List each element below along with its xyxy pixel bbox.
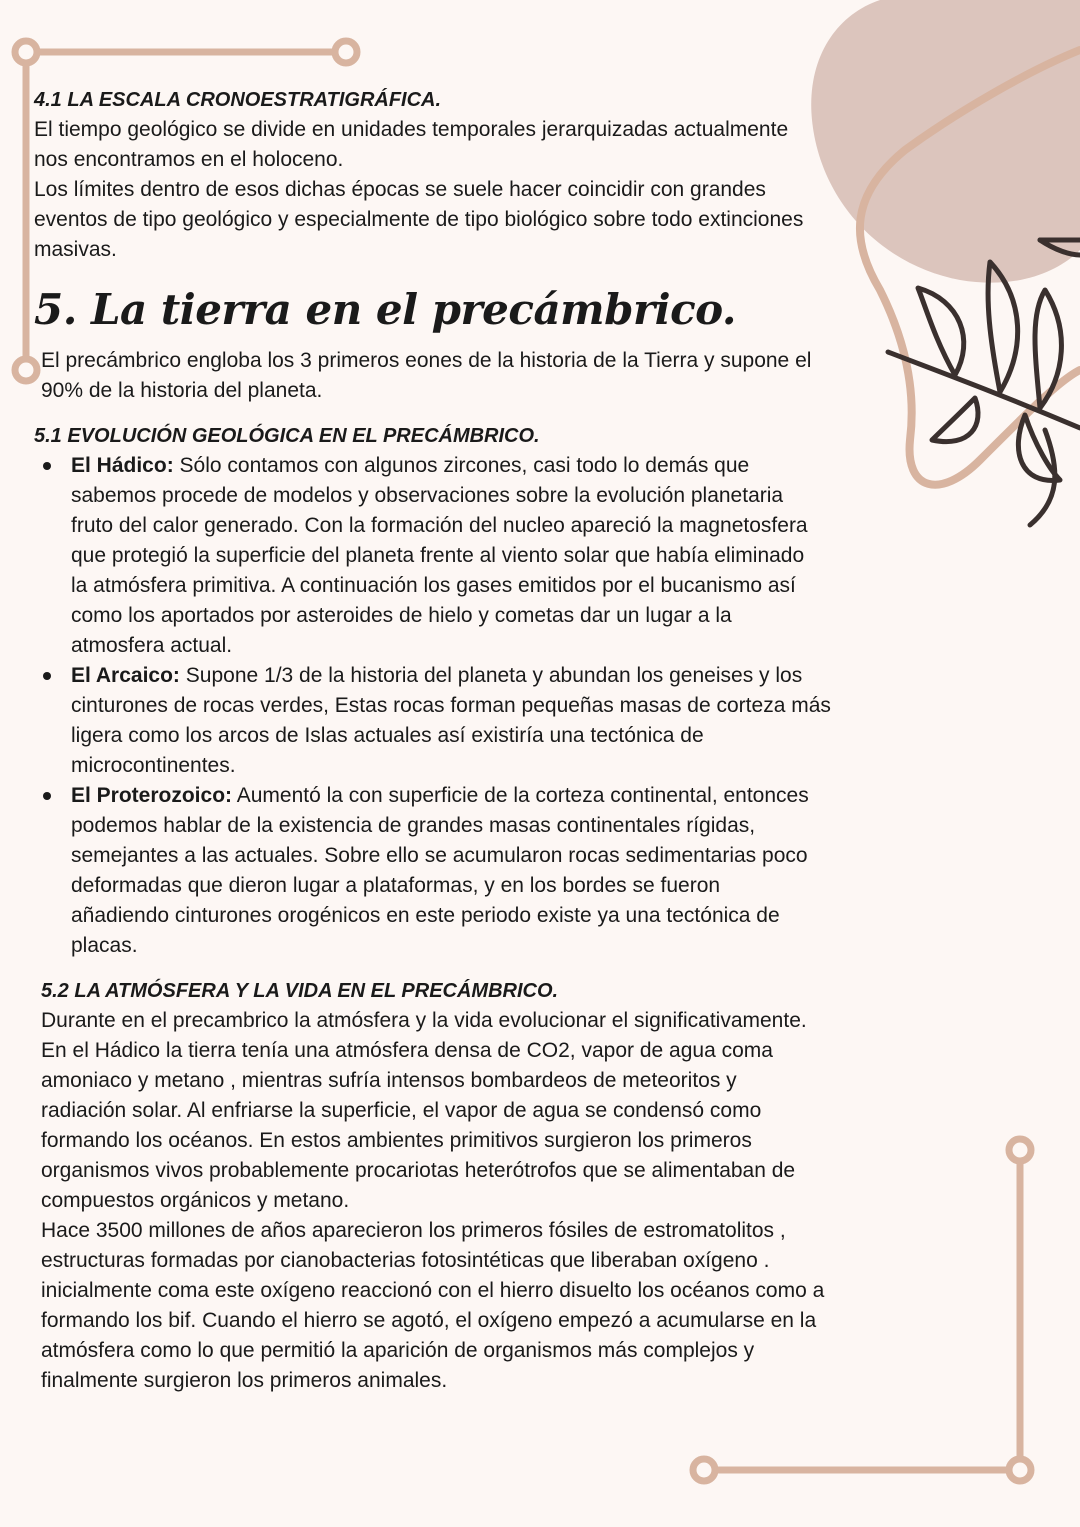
bullet-dot-icon: [43, 792, 51, 800]
section-5-2-line: atmósfera como lo que permitió la aparición de organismos más complejos y: [41, 1339, 755, 1362]
term-arcaico: El Arcaico:: [71, 664, 180, 687]
bullet-text: añadiendo cinturones orogénicos en este periodo existe ya una tectónica de: [71, 904, 780, 927]
section-5-2-line: Durante en el precambrico la atmósfera y la vida evolucionar el significativamente.: [41, 1009, 807, 1032]
bullet-text: la atmósfera primitiva. A continuación los gases emitidos por el bucanismo así: [71, 574, 796, 597]
bullet-text: cinturones de rocas verdes, Estas rocas forman pequeñas masas de corteza más: [71, 694, 831, 717]
section-5-2-line: Hace 3500 millones de años aparecieron los primeros fósiles de estromatolitos ,: [41, 1219, 786, 1242]
bullet-text: Supone 1/3 de la historia del planeta y abundan los geneises y los: [179, 664, 803, 687]
section-5-2-line: estructuras formadas por cianobacterias fotosintéticas que liberaban oxígeno .: [41, 1249, 770, 1272]
section-5-2-line: formando los bif. Cuando el hierro se agotó, el oxígeno empezó a acumularse en la: [41, 1309, 817, 1332]
section-5-line: 90% de la historia del planeta.: [41, 379, 323, 402]
list-item-proterozoico: [34, 781, 831, 961]
bullet-dot-icon: [43, 462, 51, 470]
bullet-dot-icon: [43, 672, 51, 680]
section-5-2-line: inicialmente coma este oxígeno reaccionó con el hierro disuelto los océanos como a: [41, 1279, 825, 1302]
section-5-1-title: 5.1 EVOLUCIÓN GEOLÓGICA EN EL PRECÁMBRICO.: [34, 425, 540, 447]
bullet-text: como los aportados por asteroides de hielo y cometas dar un lugar a la: [71, 604, 732, 627]
list-item-arcaico: [34, 661, 831, 781]
section-5-2-line: formando los océanos. En estos ambientes primitivos surgieron los primeros: [41, 1129, 752, 1152]
section-5-heading: 5. La tierra en el precámbrico.: [34, 285, 737, 334]
bullet-text: Sólo contamos con algunos zircones, casi todo lo demás que: [179, 454, 750, 477]
section-4-1-title: 4.1 LA ESCALA CRONOESTRATIGRÁFICA.: [34, 89, 442, 111]
bullet-text: fruto del calor generado. Con la formación del nucleo apareció la magnetosfera: [71, 514, 808, 537]
section-5-2-line: radiación solar. Al enfriarse la superficie, el vapor de agua se condensó como: [41, 1099, 762, 1122]
bullet-text: deformadas que dieron lugar a plataformas, y en los bordes se fueron: [71, 874, 721, 897]
term-hadico: El Hádico:: [71, 454, 180, 477]
term-proterozoico: El Proterozoico:: [71, 784, 233, 807]
bullet-text: atmosfera actual.: [71, 634, 233, 657]
section-4-1-line: Los límites dentro de esos dichas épocas se suele hacer coincidir con grandes: [34, 178, 766, 201]
list-item-hadico: [34, 451, 831, 661]
bullet-text: Aumentó la con superficie de la corteza continental, entonces: [232, 784, 809, 807]
bullet-text: podemos hablar de la existencia de grandes masas continentales rígidas,: [71, 814, 756, 837]
section-5-2-line: En el Hádico la tierra tenía una atmósfera densa de CO2, vapor de agua coma: [41, 1039, 773, 1062]
section-5-line: El precámbrico engloba los 3 primeros eones de la historia de la Tierra y supone el: [41, 349, 812, 372]
curvy-line-shape: [860, 50, 1080, 485]
section-4-1-line: nos encontramos en el holoceno.: [34, 148, 344, 171]
section-5-2-line: finalmente surgieron los primeros animales.: [41, 1369, 448, 1392]
bullet-text: que protegió la superficie del planeta frente al viento solar que había eliminado: [71, 544, 805, 567]
geology-eon-list: [34, 451, 831, 961]
bullet-text: ligera como los arcos de Islas actuales así existiría una tectónica de: [71, 724, 704, 747]
pink-blob-shape: [811, 0, 1080, 283]
section-4-1-line: El tiempo geológico se divide en unidades temporales jerarquizadas actualmente: [34, 118, 789, 141]
section-5-2-line: organismos vivos probablemente procariotas heterótrofos que se alimentaban de: [41, 1159, 796, 1182]
section-5-2-title: 5.2 LA ATMÓSFERA Y LA VIDA EN EL PRECÁMBRICO.: [41, 980, 559, 1002]
section-5-2-line: compuestos orgánicos y metano.: [41, 1189, 350, 1212]
bullet-text: semejantes a las actuales. Sobre ello se acumularon rocas sedimentarias poco: [71, 844, 808, 867]
bullet-text: placas.: [71, 934, 138, 957]
bullet-text: sabemos procede de modelos y observaciones sobre la evolución planetaria: [71, 484, 784, 507]
section-4-1-line: eventos de tipo geológico y especialmente de tipo biológico sobre todo extinciones: [34, 208, 804, 231]
leaf-branch-icon: [888, 240, 1080, 525]
section-5-2-line: amoniaco y metano , mientras sufría intensos bombardeos de meteoritos y: [41, 1069, 737, 1092]
bullet-text: microcontinentes.: [71, 754, 236, 777]
section-4-1-line: masivas.: [34, 238, 117, 261]
